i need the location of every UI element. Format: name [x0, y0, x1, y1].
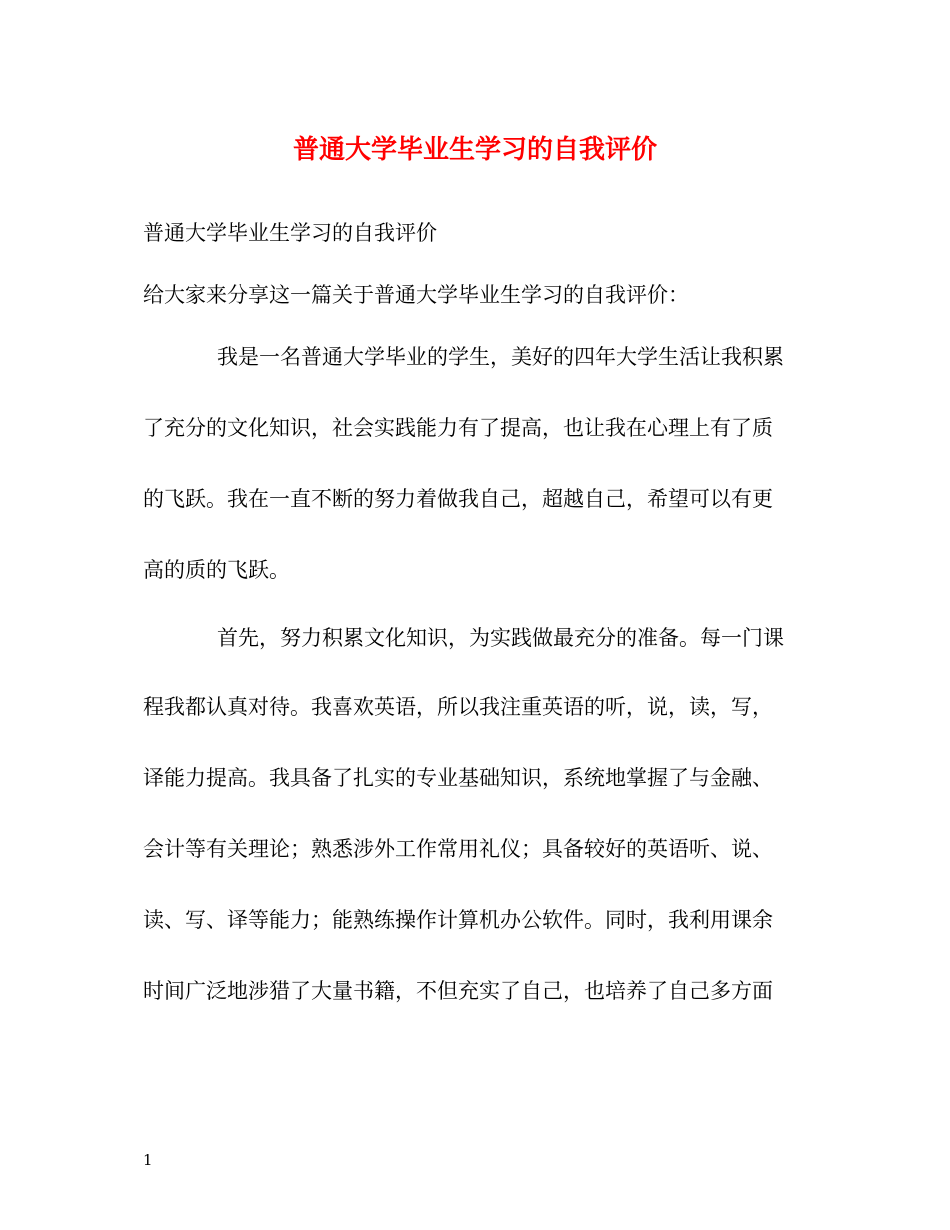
paragraph-1-line-2: 了充分的文化知识，社会实践能力有了提高，也让我在心理上有了质 [143, 416, 773, 440]
paragraph-2-line-3: 译能力提高。我具备了扎实的专业基础知识，系统地掌握了与金融、 [143, 766, 773, 790]
paragraph-1-line-1: 我是一名普通大学毕业的学生，美好的四年大学生活让我积累 [217, 345, 784, 369]
page-number: 1 [143, 1151, 153, 1169]
paragraph-2-line-6: 时间广泛地涉猎了大量书籍，不但充实了自己，也培养了自己多方面 [143, 979, 773, 1003]
paragraph-1-line-3: 的飞跃。我在一直不断的努力着做我自己，超越自己，希望可以有更 [143, 487, 773, 511]
paragraph-2-line-2: 程我都认真对待。我喜欢英语，所以我注重英语的听，说，读，写， [143, 695, 773, 719]
document-subtitle: 普通大学毕业生学习的自我评价 [143, 221, 437, 245]
paragraph-2-line-4: 会计等有关理论；熟悉涉外工作常用礼仪；具备较好的英语听、说、 [143, 837, 773, 861]
paragraph-2-line-5: 读、写、译等能力；能熟练操作计算机办公软件。同时，我利用课余 [143, 908, 773, 932]
document-title: 普通大学毕业生学习的自我评价 [292, 135, 657, 165]
paragraph-1-line-4: 高的质的飞跃。 [143, 558, 290, 582]
intro-line: 给大家来分享这一篇关于普通大学毕业生学习的自我评价： [143, 283, 689, 307]
paragraph-2-line-1: 首先，努力积累文化知识，为实践做最充分的准备。每一门课 [217, 626, 784, 650]
